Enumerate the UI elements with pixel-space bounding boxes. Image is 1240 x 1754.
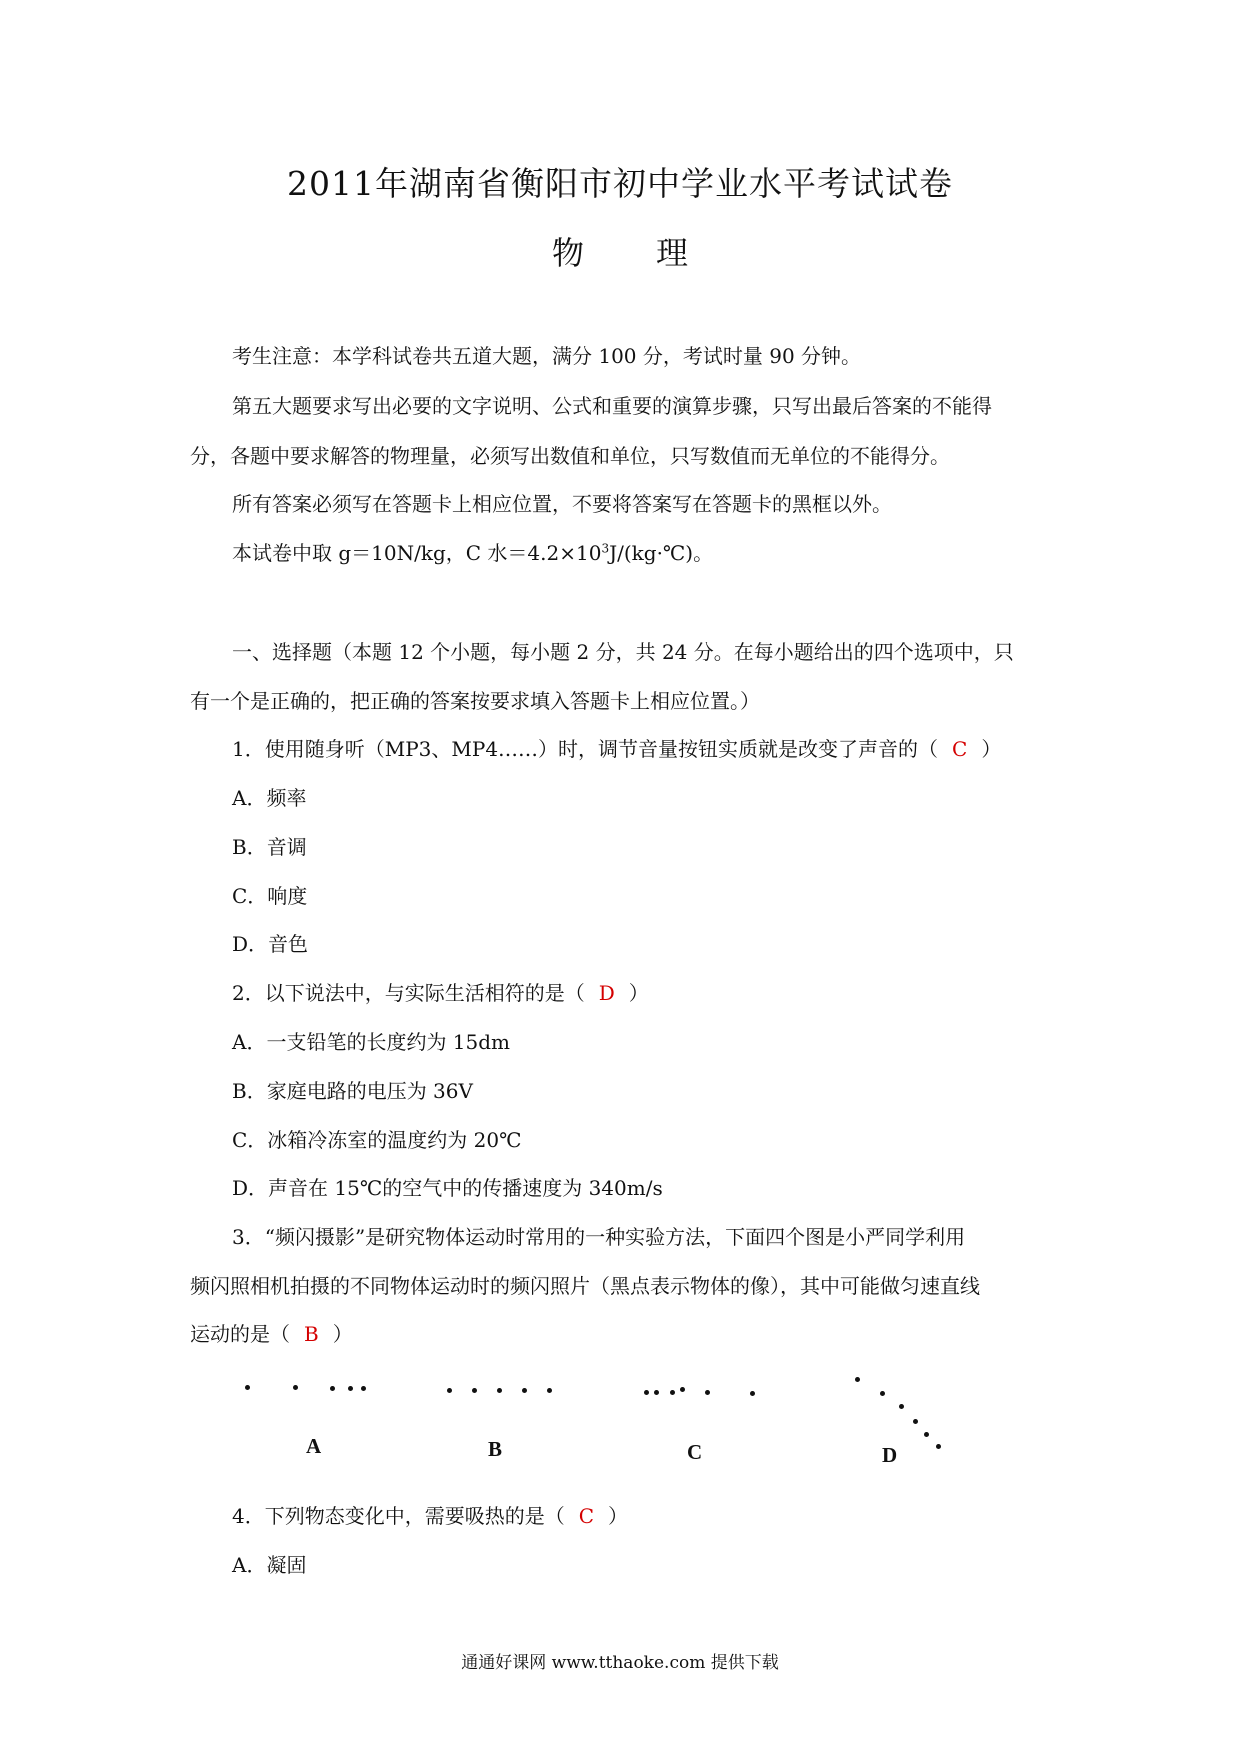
figure-a-dot bbox=[361, 1386, 366, 1391]
q4-option-a: A．凝固 bbox=[232, 1553, 307, 1577]
question-4-text: 4．下列物态变化中，需要吸热的是（ bbox=[232, 1504, 565, 1528]
question-3-close: ） bbox=[332, 1322, 353, 1346]
figure-c-dot bbox=[705, 1390, 710, 1395]
q2-option-b: B．家庭电路的电压为 36V bbox=[232, 1079, 473, 1103]
exponent: 3 bbox=[601, 541, 610, 556]
q2-option-c: C．冰箱冷冻室的温度约为 20℃ bbox=[232, 1128, 522, 1152]
exam-title: 2011年湖南省衡阳市初中学业水平考试试卷 bbox=[287, 164, 953, 203]
constants-unit: J/(kg·℃)。 bbox=[609, 541, 714, 565]
figure-a-dot bbox=[293, 1385, 298, 1390]
figure-d-dot bbox=[880, 1391, 885, 1396]
figure-d-dot bbox=[899, 1404, 904, 1409]
q2-option-d: D．声音在 15℃的空气中的传播速度为 340m/s bbox=[232, 1176, 663, 1200]
section-heading-a: 一、选择题（本题 12 个小题，每小题 2 分，共 24 分。在每小题给出的四个选项中，只 bbox=[232, 640, 1014, 664]
question-3-line-c bbox=[190, 1318, 353, 1347]
figure-c-dot bbox=[670, 1390, 675, 1395]
notice-line-1: 考生注意：本学科试卷共五道大题，满分 100 分，考试时量 90 分钟。 bbox=[232, 344, 862, 368]
question-4-stem bbox=[232, 1500, 628, 1529]
constants-text: 本试卷中取 g＝10N/kg，C 水＝4.2×10 bbox=[232, 541, 602, 565]
subject-char-1: 物 bbox=[551, 234, 584, 272]
q1-option-b: B．音调 bbox=[232, 835, 307, 859]
figure-c-dot bbox=[644, 1390, 649, 1395]
figure-b-label: B bbox=[488, 1437, 503, 1461]
figure-d-dot bbox=[913, 1419, 918, 1424]
figure-a-dot bbox=[330, 1386, 335, 1391]
question-3-line-b: 频闪照相机拍摄的不同物体运动时的频闪照片（黑点表示物体的像），其中可能做匀速直线 bbox=[190, 1274, 980, 1298]
figure-b-dot bbox=[522, 1388, 527, 1393]
subject-char-2: 理 bbox=[656, 234, 689, 272]
figure-c-dot bbox=[750, 1391, 755, 1396]
question-2-stem bbox=[232, 977, 649, 1006]
q2-option-a: A．一支铅笔的长度约为 15dm bbox=[232, 1030, 511, 1054]
figure-a-label: A bbox=[306, 1434, 322, 1458]
footer-source: 通通好课网 www.tthaoke.com 提供下载 bbox=[461, 1653, 779, 1673]
question-3-text: 运动的是（ bbox=[190, 1322, 290, 1346]
q1-option-c: C．响度 bbox=[232, 884, 308, 908]
figure-b-dot bbox=[472, 1388, 477, 1393]
figure-d-dot bbox=[855, 1377, 860, 1382]
question-1-stem bbox=[232, 733, 1001, 762]
notice-line-2b: 分，各题中要求解答的物理量，必须写出数值和单位，只写数值而无单位的不能得分。 bbox=[190, 444, 950, 468]
figure-b-dot bbox=[497, 1388, 502, 1393]
subject-title bbox=[0, 228, 1240, 274]
figure-b-dot bbox=[447, 1388, 452, 1393]
answer-1: C bbox=[952, 737, 968, 761]
q1-option-a: A．频率 bbox=[232, 786, 307, 810]
question-2-text: 2．以下说法中，与实际生活相符的是（ bbox=[232, 981, 585, 1005]
q1-option-d: D．音色 bbox=[232, 932, 309, 956]
notice-line-3: 所有答案必须写在答题卡上相应位置，不要将答案写在答题卡的黑框以外。 bbox=[232, 492, 892, 516]
figure-c-label: C bbox=[687, 1440, 703, 1464]
figure-a-dot bbox=[348, 1386, 353, 1391]
figure-d-dot bbox=[924, 1432, 929, 1437]
question-3-line-a: 3．“频闪摄影”是研究物体运动时常用的一种实验方法，下面四个图是小严同学利用 bbox=[232, 1225, 966, 1249]
question-2-close: ） bbox=[628, 981, 649, 1005]
figure-c-dot bbox=[680, 1387, 685, 1392]
figure-d-dot bbox=[936, 1444, 941, 1449]
answer-3: B bbox=[304, 1322, 319, 1346]
figure-a-dot bbox=[245, 1385, 250, 1390]
figure-b-dot bbox=[547, 1388, 552, 1393]
answer-4: C bbox=[578, 1504, 595, 1528]
question-1-close: ） bbox=[981, 737, 1002, 761]
figure-c-dot bbox=[654, 1390, 659, 1395]
notice-line-4 bbox=[232, 537, 713, 566]
question-4-close: ） bbox=[608, 1504, 629, 1528]
notice-line-2a: 第五大题要求写出必要的文字说明、公式和重要的演算步骤，只写出最后答案的不能得 bbox=[232, 394, 992, 418]
section-heading-b: 有一个是正确的，把正确的答案按要求填入答题卡上相应位置。） bbox=[190, 689, 760, 713]
figure-d-label: D bbox=[882, 1443, 898, 1467]
question-1-text: 1．使用随身听（MP3、MP4……）时，调节音量按钮实质就是改变了声音的（ bbox=[232, 737, 939, 761]
answer-2: D bbox=[598, 981, 615, 1005]
